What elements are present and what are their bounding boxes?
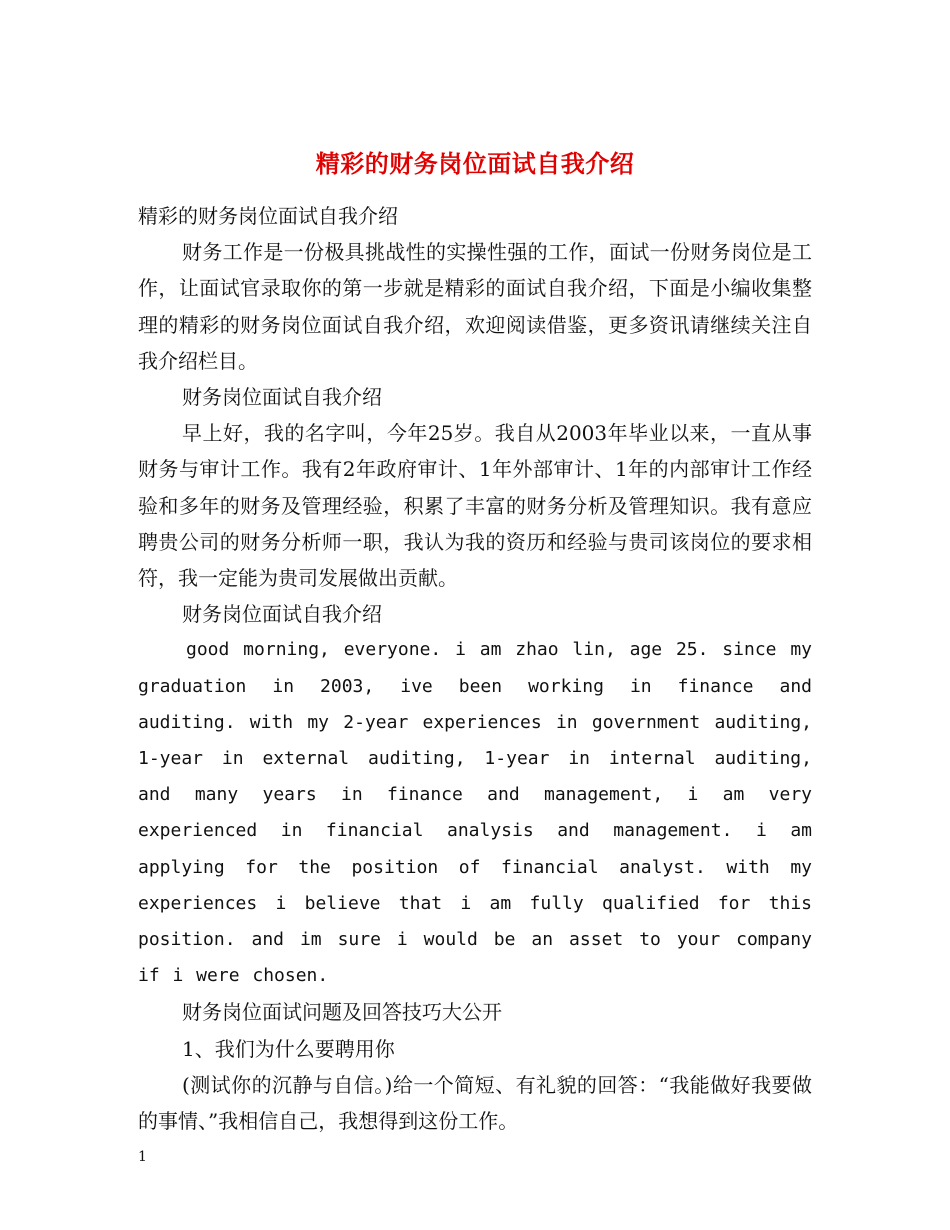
intro-paragraph: 财务工作是一份极具挑战性的实操性强的工作，面试一份财务岗位是工作，让面试官录取你的第一步就是精彩的面试自我介绍，下面是小编收集整理的精彩的财务岗位面试自我介绍，欢迎阅读借鉴，更多资讯请继续关注自我介绍栏目。 [138,240,812,373]
section-heading-english-intro: 财务岗位面试自我介绍 [182,602,382,627]
intro-heading: 精彩的财务岗位面试自我介绍 [138,204,398,228]
document-title: 精彩的财务岗位面试自我介绍 [315,149,635,179]
question-1: 1、我们为什么要聘用你 [182,1036,395,1061]
english-self-introduction: good morning, everyone. i am zhao lin, age 25. since my graduation in 2003, ive been working in finance and auditing. with my 2-year experiences in government auditing, 1-year in external auditing, 1-year in internal auditing, and many years in finance and management, i am very experienced in financial analysis and management. i am applying for the position of financial analyst. with my experiences i believe that i am fully qualified for this position. and im sure i would be an asset to your company if i were chosen. [138,639,812,987]
section-heading-interview-tips: 财务岗位面试问题及回答技巧大公开 [182,1000,502,1025]
answer-1: (测试你的沉静与自信。)给一个简短、有礼貌的回答：“我能做好我要做的事情、”我相信自己，我想得到这份工作。 [138,1072,812,1134]
document-body [138,198,812,1139]
chinese-self-introduction: 早上好，我的名字叫，今年25岁。我自从2003年毕业以来，一直从事财务与审计工作。我有2年政府审计、1年外部审计、1年的内部审计工作经验和多年的财务及管理经验，积累了丰富的财务分析及管理知识。我有意应聘贵公司的财务分析师一职，我认为我的资历和经验与贵司该岗位的要求相符，我一定能为贵司发展做出贡献。 [138,421,812,591]
page-number: 1 [138,1149,147,1165]
section-heading-chinese-intro: 财务岗位面试自我介绍 [182,385,382,410]
